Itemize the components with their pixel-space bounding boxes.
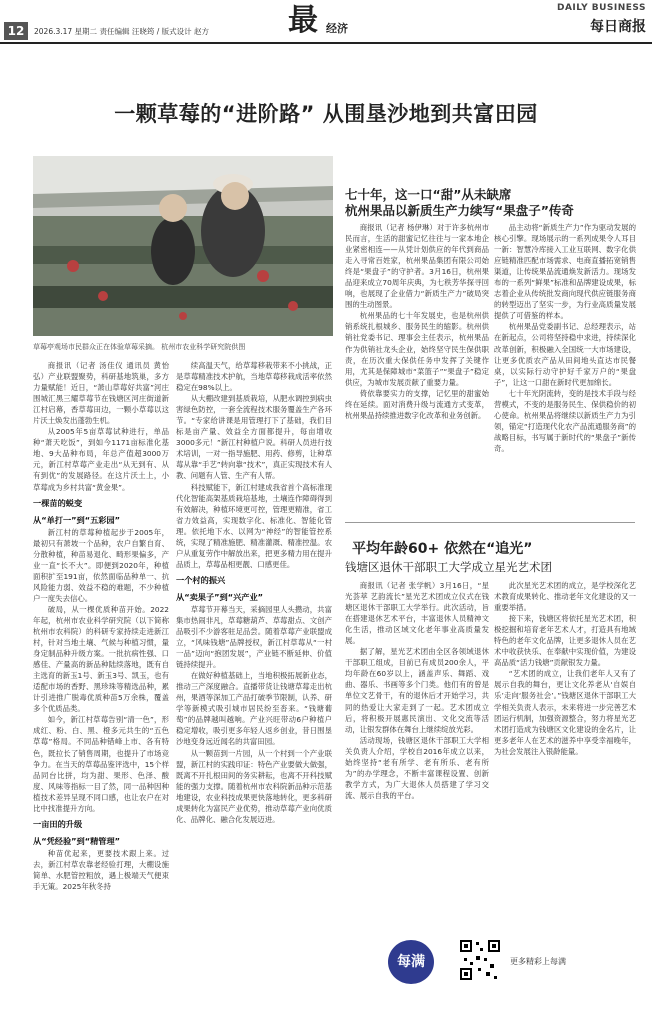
paragraph: 科技赋能下，新江村建成我省首个高标准现代化智能高架基质栽培基地，土壤连作障碍得到有效解决，种植环境更可控，管理更精准，省工省力效益高，实现数字化、标准化、智能化管理。依托地下水、以网为“神经”的智能管控系统，实现了精准施肥、精准灌溉、精准控温。农户从重复劳作中解放出来，把更多精力用在提升品质上，草莓品相更靓、口感更佳。 xyxy=(176,482,332,569)
paragraph: 草莓节开幕当天，采摘园里人头攒动，共富集市热闹非凡，草莓糖葫芦、草莓甜点、文创产品吸引不少游客驻足品尝。随着草莓产业联盟成立，“风味钱塘”品牌授权，新江村草莓从“一村一品”迈向“抱团发展”，产业链不断延伸、价值链持续提升。 xyxy=(176,604,332,670)
paper-name: 每日商报 xyxy=(590,19,646,35)
qr-code-icon[interactable] xyxy=(458,938,502,982)
story-three-column-2 xyxy=(494,580,636,942)
section-subheading: 从“凭经验”到“精管理” xyxy=(33,835,121,846)
photo-caption: 草莓亭观场市民群众正在体验草莓采摘。 杭州市农业科学研究院供图 xyxy=(33,343,246,351)
paragraph: 破局，从一棵优质种苗开始。2022年起，杭州市农业科学研究院（以下简称杭州市农科院）的科研专家持续走进新江村，针对当地土壤、气候与种植习惯，量身定制品种升级方案。一批抗病性强、口感佳、产量高的新品种陆续落地，既有自主选育的新玉1号、新玉3号、凯玉，也有适配市场的香野、黑珍珠等精选品种，累计引进推广脱毒优质种苗5万余株，覆盖多个优质品类。 xyxy=(33,604,169,714)
story-two-column-1 xyxy=(345,222,489,512)
paragraph: 品主动将“新质生产力”作为驱动发展的核心引擎。现场展示的一系列成果令人耳目一新：智慧冷库接入工业互联网、数字化供应链精准匹配市场需求、电商直播拓宽销售渠道，让传统果品流通焕发新活力。现场发布的一系列“鲜果”标准和品牌建设成果，标志着企业从传统批发商向现代供应链服务商的转型迈出了坚实一步，为行业高质量发展提供了可借鉴的样本。 xyxy=(494,223,636,321)
paragraph: 倚依靠要实力的支撑，记忆里的甜蜜始终在延续。面对消费升级与流通方式变革，杭州果品持续推进数字化改革和业务创新。 xyxy=(345,388,489,420)
dateline: 2026.3.17 星期二 责任编辑 汪晓筠 / 版式设计 赵方 xyxy=(34,27,210,36)
paragraph: 商报讯（记者 张学帆）3月16日，“星光荟萃 艺韵流长”星光艺术团成立仪式在钱塘区退休干部职工大学举行。此次活动，旨在搭建退休艺术平台，丰富退休人员精神文化生活，推动区域文化老年事业高质量发展。 xyxy=(345,581,489,646)
paragraph: 此次星光艺术团的成立，是学校深化艺术教育成果转化、推动老年文化建设的又一重要举措。 xyxy=(494,581,636,613)
story-three-subheadline: 钱塘区退休干部职工大学成立星光艺术团 xyxy=(345,560,552,574)
paragraph: 新江村的草莓种植起步于2005年，最初只有萧坡一个品种，农户自繁自育、分散种植，种苗易退化、畸形果偏多，产业一直“长不大”。即便到2020年，种植面积扩至191亩，依然面临品种单一、抗风险能力弱、效益不稳的难题，不少种植户一度失去信心。 xyxy=(33,527,169,603)
section-subheading: 一个村的振兴 xyxy=(176,574,226,585)
story-three-column-1 xyxy=(345,580,489,942)
paragraph: 杭州果品的七十年发展史，也是杭州供销系统扎根城乡、服务民生的缩影。杭州供销社党委书记、理事会主任表示，杭州果品作为供销社龙头企业，始终坚守民生保供职责，在历次重大保供任务中发挥了关键作用，尤其是保障城市“菜篮子”“果盘子”稳定供应，为城市发展贡献了重要力量。 xyxy=(345,311,489,387)
story-three-headline: 平均年龄60+ 依然在“追光” xyxy=(352,541,533,557)
paragraph: 商报讯（记者 杨伊琳）对于许多杭州市民而言，生活的甜蜜记忆往往与一家本地企业紧密相连——从凭计划供应的年代到商品走入寻常百姓家，杭州果品集团有限公司始终是“果盘子”的守护者。3月16日，杭州果品迎来成立70周年庆典，为七秩芳华探寻回响，也展现了企业借力“新质生产力”破局突围的生动图景。 xyxy=(345,223,489,310)
paragraph: 活动现场，钱塘区退休干部职工大学相关负责人介绍，学校自2016年成立以来，始终坚持“老有所学、老有所乐、老有所为”的办学理念，不断丰富课程设置、创新教学方式，为广大退休人员搭建了学习交流、展示自我的平台。 xyxy=(345,735,489,800)
photo-illustration xyxy=(33,156,333,336)
paragraph: 接下来，钱塘区将依托星光艺术团，积极挖掘和培育老年艺术人才，打造具有地域特色的老年文化品牌，让更多退休人员在艺术中收获快乐、在奉献中实现价值，为建设高品质“活力钱塘”贡献银发力量。 xyxy=(494,614,636,668)
paragraph: 如今，新江村草莓告别“清一色”，形成红、粉、白、黑、橙多元共生的“五色草莓”格局。不同品种错峰上市、各有特色，既拉长了销售周期，也提升了市场竞争力。在当天的草莓品鉴评选中，15个样品同台比拼，均为甜、果形、色泽、酸度、风味等指标一目了然，同一品种因种植技术差异呈现不同口感，也让农户在对比中找准提升方向。 xyxy=(33,715,169,813)
main-headline: 一颗草莓的“进阶路” 从围垦沙地到共富田园 xyxy=(114,102,538,126)
paragraph: “艺术团的成立，让我们老年人又有了展示自我的舞台，更让文化养老从‘自娱自乐’走向‘服务社会’。”钱塘区退休干部职工大学相关负责人表示，未来将进一步完善艺术团运行机制，加强资源整合，努力将星光艺术团打造成为钱塘区文化建设的金名片，让更多老年人在艺术的滋养中享受幸福晚年，为社会发展注入银龄能量。 xyxy=(494,669,636,756)
story-two-subheadline: 杭州果品以新质生产力续写“果盘子”传奇 xyxy=(345,203,574,218)
main-story-column-2 xyxy=(176,360,332,950)
masthead xyxy=(0,0,652,44)
section-name: 经济 xyxy=(326,22,348,35)
paragraph: 商报讯（记者 汤佳仪 通讯员 黄怡弘）产业联盟聚势，科研基地筑巢，多方力量赋能！近日，“萧山草莓好共富”河庄围城汇黑三耀草莓节在钱塘区河庄街道新江村启幕，香草莓田边，一颗小草莓以这片沃土焕发出蓬勃生机。 xyxy=(33,361,169,426)
app-logo: 每满 xyxy=(388,940,434,984)
main-story-column-1 xyxy=(33,360,169,950)
story-two-headline: 七十年，这一口“甜”从未缺席 xyxy=(345,187,512,202)
paragraph: 据了解，星光艺术团由全区各领域退休干部职工组成，目前已有成员200余人，平均年龄在60岁以上，涵盖声乐、舞蹈、戏曲、器乐、书画等多个门类。他们有的曾是单位文艺骨干，有的退休后才开始学习，共同的热爱让大家走到了一起。艺术团成立后，将积极开展惠民演出、文化交流等活动，让银发群体在舞台上继续绽放光彩。 xyxy=(345,647,489,734)
section-subheading: 从“单打一”到“五彩园” xyxy=(33,514,121,525)
paragraph: 杭州果品党委副书记、总经理表示，站在新起点，公司将坚持稳中求进，持续深化改革创新，积极融入全国统一大市场建设，让更多优质农产品从田间地头直达市民餐桌，以实际行动守护好千家万户的“果盘子”，让这一口甜在新时代更加绵长。 xyxy=(494,322,636,387)
english-name: DAILY BUSINESS xyxy=(556,3,646,13)
section-subheading: 一亩田的升级 xyxy=(33,818,83,829)
paragraph: 种苗优起来，更要技术跟上来。过去，新江村草农靠老经验打理，大棚设施简单、水肥管控粗放，遇上极端天气便束手无策。2025年秋冬持 xyxy=(33,848,169,891)
promo-text: 更多精彩上每满 xyxy=(510,957,566,966)
strawberry-photo xyxy=(33,156,333,336)
paragraph: 从一颗苗到一片园，从一个村到一个产业联盟，新江村的实践印证：特色产业要做大做强，既离不开扎根田间的务实耕耘，也离不开科技赋能的强力支撑。随着杭州市农科院新品种示范基地建设，农业科技成果更快落地转化，更多科研成果转化为富民产业优势，推动草莓产业向优质化、品牌化、融合化发展迈进。 xyxy=(176,748,332,824)
page-number: 12 xyxy=(4,22,28,40)
paragraph: 七十年光阴流转，变的是技术手段与经营模式，不变的是服务民生、保供稳价的初心使命。杭州果品将继续以新质生产力为引领，锚定“打造现代化农产品流通服务商”的战略目标，书写属于新时代的“果盘子”新传奇。 xyxy=(494,388,636,453)
divider xyxy=(345,522,635,523)
paragraph: 在做好种植基础上，当地积极拓展新业态，推动三产深度融合。直播带货让钱塘草莓走出杭州，果酒等深加工产品打破季节限制，认养、研学等新模式吸引城市居民纷至沓来。“钱塘葡萄”的品牌越叫越响。产业兴旺带动6户种植户稳定增收，吸引更多年轻人返乡创业，昔日围垦沙地变身远近闻名的共富田园。 xyxy=(176,671,332,747)
section-subheading: 一棵苗的蜕变 xyxy=(33,497,83,508)
paragraph: 续高温天气，给草莓移栽带来不小挑战，正是草莓精准技术护航，当地草莓移栽成活率依然稳定在98%以上。 xyxy=(176,361,332,393)
story-two-column-2 xyxy=(494,222,636,512)
promo-banner[interactable] xyxy=(386,938,602,986)
paragraph: 从大棚改建到基质栽培，从肥水调控到病虫害绿色防控，一套全流程技术服务覆盖生产各环节。“专家给讲课是用管理打下了基础，我们目标是亩产量、效益全方面都提升，每亩增收3000多元！”新江村种植户说。科研人员进行技术培训，一对一指导施肥、用药、修剪，让种草莓从靠“手艺”转向靠“技术”，真正实现技术有人教、问题有人管、生产有人帮。 xyxy=(176,394,332,481)
section-subheading: 从“卖果子”到“兴产业” xyxy=(176,591,264,602)
paragraph: 从2005年5亩草莓试种进行，单品种“萧天吃饭”，到如今1171亩标准化基地、9大品种布局，年总产值超3000万元，新江村草莓产业走出“从无到有、从有到优”的发展路径。在这片沃土上，小草莓成为乡村共富“黄金果”。 xyxy=(33,427,169,492)
section-logo: 最 xyxy=(288,3,318,38)
